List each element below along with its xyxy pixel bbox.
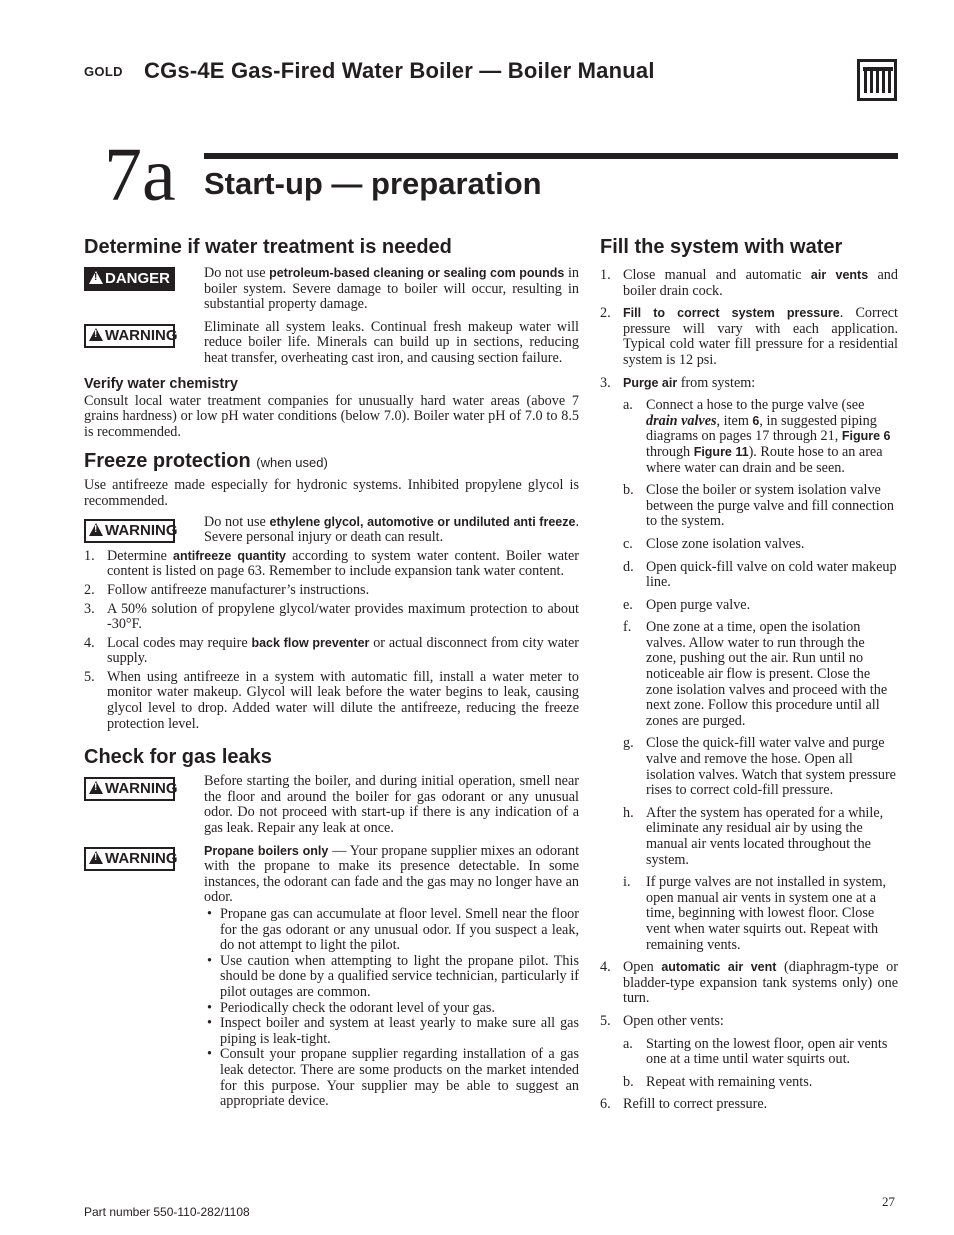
list-item: e. Open purge valve. (623, 596, 751, 613)
list-item: 5. Open other vents: (600, 1012, 724, 1029)
warning-callout-propane (84, 844, 579, 1110)
freeze-steps (84, 549, 579, 733)
list-item: 4. Local codes may require back flow preventer or actual disconnect from city water supply. (84, 634, 579, 667)
warning-badge: !WARNING (84, 847, 175, 871)
company-logo (857, 59, 897, 101)
list-item: c. Close zone isolation valves. (623, 535, 805, 552)
part-number: Part number 550-110-282/1108 (84, 1205, 250, 1219)
fill-system-heading: Fill the system with water (600, 236, 843, 258)
warning-text: Propane boilers only — Your propane supplier mixes an odorant with the propane to make its presence detectable. In some instances, the odorant can fade and the gas may no longer have an odor. • Propane gas can accumulate at floor level. Smell near the floor for the gas odorant or any unusual odor. If you suspect a leak, do not attempt to light the pilot. • Use caution when attempting to light the propane pilot. This should be done by a qualified service technician, particularly if pilot outages are common. • Periodically check the odorant level of your gas. • Inspect boiler and system at least yearly to make sure all gas piping is leak-tight. • Consult your propane supplier regarding installation of a gas leak detector. There are some products on the market intended for this purpose. Your supplier may be able to suggest an appropriate device. (204, 842, 580, 1110)
water-treatment-heading: Determine if water treatment is needed (84, 236, 452, 258)
danger-text: Do not use petroleum-based cleaning or sealing com pounds in boiler system. Severe damage to boiler will occur, resulting in substantial property damage. (204, 265, 579, 313)
list-item: b. Repeat with remaining vents. (623, 1073, 813, 1090)
list-item: 1. Determine antifreeze quantity according to system water content. Boiler water content is listed on page 63. Remember to include expansion tank water content. (84, 547, 580, 580)
warning-text: Do not use ethylene glycol, automotive or undiluted anti freeze. Severe personal injury or death can result. (204, 513, 579, 546)
warning-triangle-icon (89, 523, 103, 536)
list-item: 1. Close manual and automatic air vents and boiler drain cock. (600, 267, 898, 299)
list-item: 4. Open automatic air vent (diaphragm-type or bladder-type expansion tank systems only) one turn. (600, 959, 899, 1007)
warning-triangle-icon (89, 851, 103, 864)
list-item: 2. Follow antifreeze manufacturer’s instructions. (84, 581, 370, 598)
warning-callout-gas-odor (84, 774, 579, 836)
warning-callout-leaks (84, 320, 579, 367)
list-item: • Periodically check the odorant level of your gas. (207, 999, 495, 1016)
purge-substeps (600, 398, 898, 953)
list-item: a. Starting on the lowest floor, open air vents one at a time until water squirts out. (623, 1035, 888, 1068)
freeze-protection-heading: Freeze protection (when used) (84, 450, 328, 473)
warning-badge: !WARNING (84, 519, 175, 543)
fill-final-step (600, 1097, 898, 1113)
list-item: • Consult your propane supplier regarding installation of a gas leak detector. There are some products on the market intended for this purpose. Your supplier may be able to suggest an appropriate device. (207, 1046, 579, 1110)
vent-substeps (600, 1037, 898, 1091)
warning-badge: !WARNING (84, 324, 175, 348)
list-item: b. Close the boiler or system isolation valve between the purge valve and fill connection to the system. (623, 482, 894, 530)
page-number: 27 (882, 1194, 895, 1209)
list-item: • Use caution when attempting to light the propane pilot. This should be done by a qualified service technician, particularly if pilot outages are common. (207, 952, 579, 1000)
verify-water-chemistry-heading: Verify water chemistry (84, 375, 238, 392)
list-item: • Propane gas can accumulate at floor level. Smell near the floor for the gas odorant or any unusual odor. If you suspect a leak, do not attempt to light the pilot. (207, 906, 579, 954)
brand-label: GOLD (84, 64, 123, 79)
manual-title: CGs-4E Gas-Fired Water Boiler — Boiler Manual (144, 58, 655, 83)
list-item: • Inspect boiler and system at least yearly to make sure all gas piping is leak-tight. (207, 1015, 579, 1047)
section-number: 7a (104, 133, 176, 217)
list-item: d. Open quick-fill valve on cold water makeup line. (623, 558, 897, 591)
warning-triangle-icon (89, 271, 103, 284)
list-item: 3. A 50% solution of propylene glycol/water provides maximum protection to about -30°F. (84, 600, 579, 633)
list-item: 6. Refill to correct pressure. (600, 1096, 768, 1113)
warning-callout-antifreeze (84, 515, 579, 546)
freeze-intro: Use antifreeze made especially for hydronic systems. Inhibited propylene glycol is recommended. (84, 477, 579, 509)
warning-text: Before starting the boiler, and during initial operation, smell near the floor and around the boiler for gas odorant or any unusual odor. Do not proceed with start-up if there is any indication of a gas leak. Repair any leak at once. (204, 773, 579, 837)
list-item: 5. When using antifreeze in a system with automatic fill, install a water meter to monitor water makeup. Glycol will leak before the water begins to leak, causing glycol level to drop. Added water will dilute the antifreeze, reducing the freeze protection level. (84, 668, 579, 732)
list-item: g. Close the quick-fill water valve and purge valve and remove the hose. Open all isolation valves. Watch that system pressure rises to correct cold-fill pressure. (623, 735, 896, 799)
fill-steps-continued (600, 960, 898, 1029)
warning-triangle-icon (89, 328, 103, 341)
list-item: i. If purge valves are not installed in system, open manual air vents in system one at a time, beginning with lowest floor. Close vent when water squirts out. Repeat with remaining vents. (623, 874, 887, 953)
page-header (84, 58, 824, 92)
warning-badge: !WARNING (84, 777, 175, 801)
list-item: 2. Fill to correct system pressure. Correct pressure will vary with each application. Typical cold water fill pressure for a residential system is 12 psi. (600, 305, 898, 368)
right-column (600, 235, 898, 1113)
fill-steps (600, 268, 898, 391)
gas-leaks-heading: Check for gas leaks (84, 746, 272, 769)
list-item: 3. Purge air from system: (600, 374, 756, 391)
left-column (84, 235, 579, 1110)
section-title: Start-up — preparation (204, 166, 542, 201)
section-rule (204, 153, 898, 159)
list-item: h. After the system has operated for a while, eliminate any residual air by using the manual air vents located throughout the system. (623, 804, 884, 868)
danger-callout (84, 266, 579, 313)
danger-badge: !DANGER (84, 267, 175, 291)
propane-bullets (204, 907, 579, 1110)
warning-text: Eliminate all system leaks. Continual fresh makeup water will reduce boiler life. Minerals can build up in sections, reducing heat transfer, overheating cast iron, and causing section failure. (204, 318, 579, 366)
list-item: a. Connect a hose to the purge valve (see drain valves, item 6, in suggested piping diagrams on pages 17 through 21, Figure 6 through Figure 11). Route hose to an area where water can drain and be seen. (623, 397, 891, 476)
list-item: f. One zone at a time, open the isolation valves. Allow water to run through the zone, pushing out the air. Run until no noticeable air flow is present. Close the zone isolation valves and proceed with the next zone. Follow this procedure until all zones are purged. (623, 619, 888, 729)
warning-triangle-icon (89, 781, 103, 794)
verify-water-chemistry-text: Consult local water treatment companies for unusually hard water areas (above 7 grains hardness) or low pH water conditions (below 7.0). Boiler water pH of 7.0 to 8.5 is recommended. (84, 392, 579, 440)
